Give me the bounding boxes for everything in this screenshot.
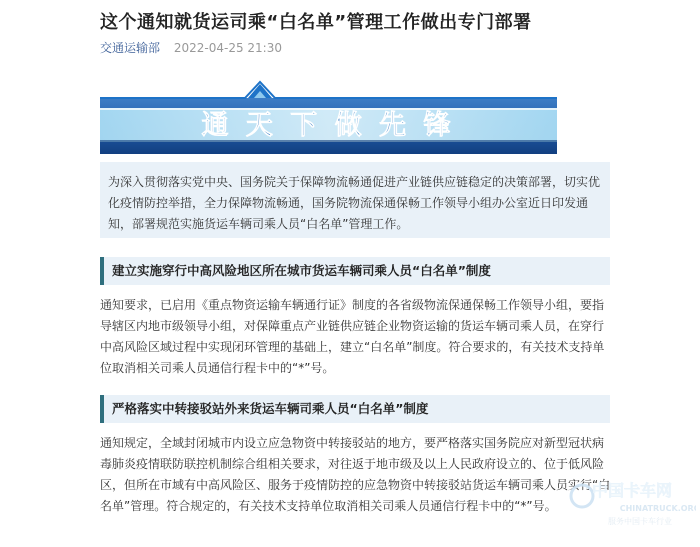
banner-text: 通 天 下 做 先 锋 [201, 110, 455, 141]
watermark-brand: 中国卡车网 [591, 481, 673, 500]
banner-image [100, 74, 557, 154]
watermark-domain: CHINATRUCK.ORG [619, 504, 696, 513]
section-body-2: 通知规定，全域封闭城市内设立应急物资中转接驳站的地方，要严格落实国务院应对新型冠状病毒肺炎疫情联防联控机制综合组相关要求，对往返于地市级及以上人民政府设立的、位于低风险区，但所在市域有中高风险区、服务于疫情防控的应急物资中转接驳站货运车辆司乘人员实行“白名单”管理。符合规定的，有关技术支持单位取消相关司乘人员通信行程卡中的“*”号。 [100, 436, 611, 513]
section-heading-1: 建立实施穿行中高风险地区所在城市货运车辆司乘人员“白名单”制度 [100, 257, 610, 285]
article-title: 这个通知就货运司乘“白名单”管理工作做出专门部署 [100, 12, 532, 33]
watermark-slogan: 服务中国卡车行业 [608, 517, 672, 526]
article-source[interactable]: 交通运输部 [100, 41, 161, 55]
intro-text: 为深入贯彻落实党中央、国务院关于保障物流畅通促进产业链供应链稳定的决策部署，切实优化疫情防控举措，全力保障物流畅通，国务院物流保通保畅工作领导小组办公室近日印发通知，部署规范实施货运车辆司乘人员“白名单”管理工作。 [108, 175, 601, 231]
watermark-logo [568, 472, 696, 528]
section-heading-2: 严格落实中转接驳站外来货运车辆司乘人员“白名单”制度 [100, 395, 610, 423]
article-meta [100, 39, 282, 56]
banner-graphic [100, 74, 557, 154]
article-time: 2022-04-25 21:30 [173, 41, 282, 55]
intro-box [100, 162, 610, 238]
section-body-1: 通知要求，已启用《重点物资运输车辆通行证》制度的各省级物流保通保畅工作领导小组，要指导辖区内地市级领导小组，对保障重点产业链供应链企业物资运输的货运车辆司乘人员，在穿行中高风险区域过程中实现闭环管理的基础上，建立“白名单”制度。符合要求的，有关技术支持单位取消相关司乘人员通信行程卡中的“*”号。 [100, 298, 605, 375]
